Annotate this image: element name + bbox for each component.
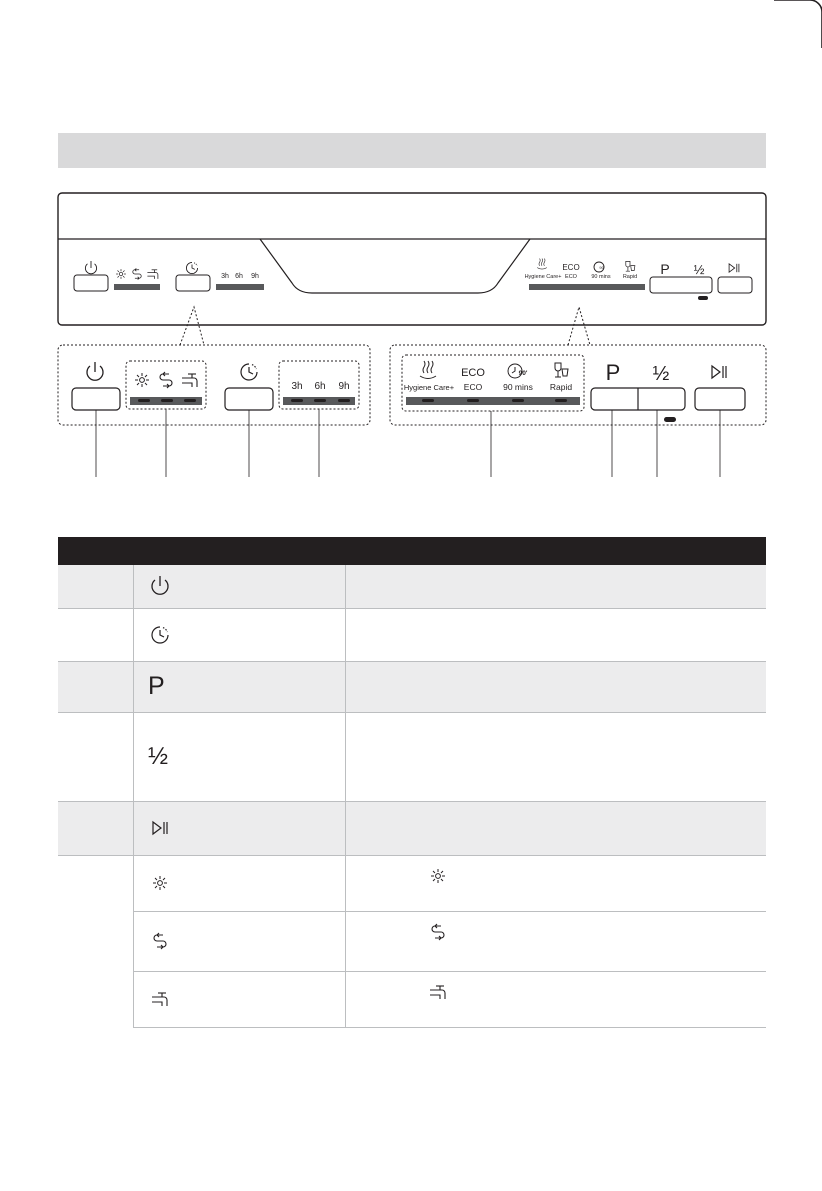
power-icon [85,261,96,274]
zoom-power-icon [87,362,103,380]
zoom-half-load-symbol: ½ [652,363,670,385]
zoom-start-pause-icon [712,366,726,378]
zoom-program-rapid: Rapid [549,382,573,392]
mini-program-symbol: P [660,261,670,277]
zoom-program-symbol: P [605,360,621,385]
page-corner-mark [774,0,822,48]
mini-program-90-badge: 90' [599,265,605,270]
delay-timer-icon [148,623,172,647]
mini-program-hygiene: Hygiene Care+ [524,274,562,280]
zoom-rinse-icon [160,372,172,388]
rinse-aid-icon [148,929,172,953]
mini-program-rapid: Rapid [622,274,638,280]
water-tap-icon [148,987,172,1011]
section-title-bar [58,133,766,168]
program-icon: P [148,672,165,700]
table-row [58,661,766,712]
zoom-rapid-icon [555,363,568,377]
table-row [58,971,766,1027]
zoom-timer-3h: 3h [291,381,303,392]
controls-table [58,537,766,1028]
water-tap-inline-icon [428,982,448,1002]
start-pause-icon [148,816,172,840]
table-row [58,801,766,855]
mini-timer-6h: 6h [235,273,243,280]
mini-half-load-symbol: ½ [693,262,705,277]
mini-program-90: 90 mins [591,274,611,280]
zoom-tap-icon [182,374,197,387]
mini-program-eco-title: ECO [562,263,580,272]
mini-timer-9h: 9h [251,273,259,280]
table-header-number [58,537,134,565]
salt-inline-icon [428,866,448,886]
table-header-item [134,537,346,565]
zoom-program-eco: ECO [463,382,483,392]
table-row [58,911,766,971]
zoom-program-90-badge: 90' [518,370,528,377]
panel-body [58,193,766,325]
zoom-delay-timer-icon [241,364,257,380]
zoom-hygiene-icon [420,361,436,379]
zoom-program-90: 90 mins [503,382,533,392]
salt-icon [148,871,172,895]
half-load-icon: ½ [148,742,169,770]
table-row [58,855,766,911]
panel-handle-recess [260,239,530,293]
zoom-timer-6h: 6h [314,381,326,392]
zoom-salt-icon [135,373,149,387]
zoom-program-hygiene: Hygiene Care+ [403,383,455,392]
zoom-program-eco-title: ECO [461,367,485,379]
control-panel-diagram [0,185,822,485]
mini-program-eco: ECO [565,274,577,280]
zoom-timer-9h: 9h [338,381,350,392]
mini-timer-3h: 3h [221,273,229,280]
power-icon [148,574,172,598]
table-row [58,608,766,661]
rinse-aid-inline-icon [428,922,448,942]
table-header-description [346,537,767,565]
table-row [58,712,766,801]
table-row [58,565,766,608]
